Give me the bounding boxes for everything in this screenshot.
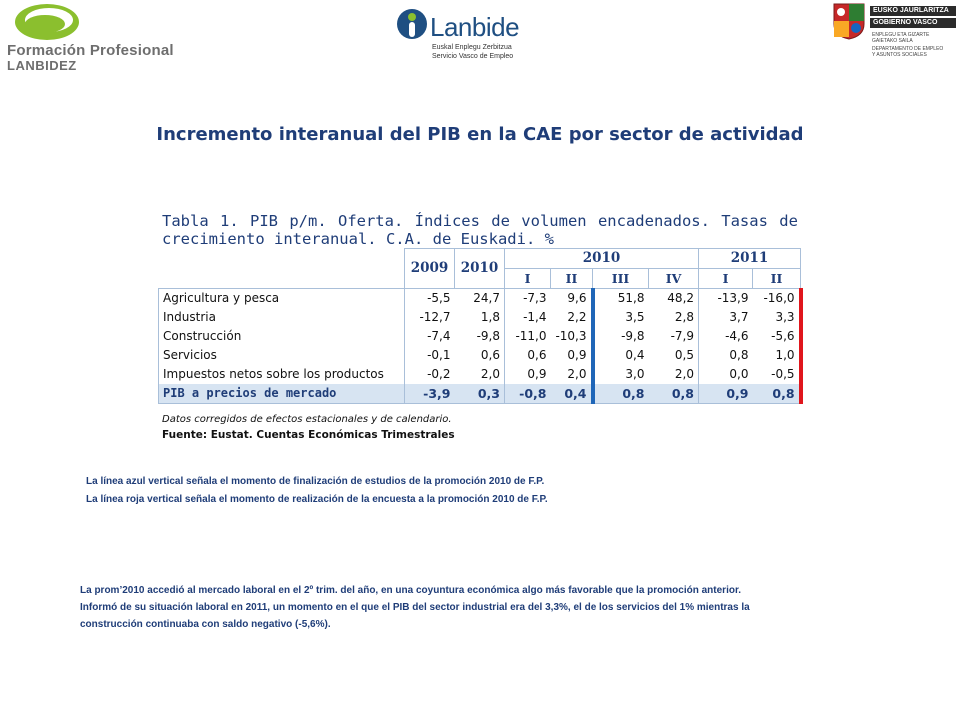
gv-logo-band2: GOBIERNO VASCO	[870, 18, 956, 28]
cell-2009: -7,4	[427, 329, 451, 343]
table-caption	[162, 212, 798, 248]
cell-2010-q3: 0,8	[593, 384, 649, 404]
header-quarter: I	[505, 269, 551, 289]
gv-logo-small4: Y ASUNTOS SOCIALES	[872, 52, 927, 58]
table-row-agricultura	[159, 289, 801, 309]
cell-2010-q3: 51,8	[593, 289, 649, 309]
cell-2011-q2: -0,5	[753, 365, 801, 384]
lanbide-logo-sub2: Servicio Vasco de Empleo	[432, 53, 514, 60]
cell-2010-q1: -11,0	[515, 329, 547, 343]
header-empty-cell	[159, 269, 405, 289]
cell-2011-q1: 0,0	[729, 367, 749, 381]
cell-2010-q4: -7,9	[649, 327, 699, 346]
header-empty-cell	[159, 249, 405, 269]
legend-blue-line-note: La línea azul vertical señala el momento de finalización de estudios de la promoción 2010 de F.P.	[86, 476, 545, 487]
row-label: Construcción	[159, 327, 405, 346]
coat-of-arms-icon	[832, 2, 866, 40]
table-row-pib-total	[159, 384, 801, 404]
cell-2009: -5,5	[405, 289, 455, 309]
gv-logo-band1: EUSKO JAURLARITZA	[870, 6, 956, 16]
cell-2010-q2: 0,9	[551, 346, 593, 365]
cell-2010: 1,8	[455, 308, 505, 327]
cell-2010-q4: 0,5	[649, 346, 699, 365]
caption-word: Índices	[414, 212, 480, 230]
header-quarter: II	[551, 269, 593, 289]
cell-2010-q2: 2,0	[551, 365, 593, 384]
header-quarter: II	[753, 269, 801, 289]
cell-2009: -12,7	[419, 310, 451, 324]
page-title: Incremento interanual del PIB en la CAE por sector de actividad	[156, 124, 804, 145]
formacion-profesional-logo	[5, 2, 175, 73]
summary-line2: Informó de su situación laboral en 2011, un momento en el que el PIB del sector industrial era del 3,3%, el de los servicios del 1% mientras la	[80, 602, 750, 613]
cell-2011-q1: 0,9	[699, 384, 753, 404]
gv-logo-small1: ENPLEGU ETA GIZARTE	[872, 32, 930, 38]
cell-2011-q1: -4,6	[725, 329, 749, 343]
fp-logo-line1: Formación Profesional	[7, 42, 174, 59]
cell-2010-q4: 2,0	[649, 365, 699, 384]
row-label: Servicios	[159, 346, 405, 365]
fp-leaf-icon	[5, 2, 85, 44]
row-label: PIB a precios de mercado	[159, 384, 405, 404]
header-quarter: III	[593, 269, 649, 289]
header-group-2010: 2010	[505, 249, 699, 269]
row-label: Agricultura y pesca	[159, 289, 405, 309]
table-caption-line1	[162, 212, 798, 230]
cell-2010: 2,0	[455, 365, 505, 384]
cell-2010: 24,7	[455, 289, 505, 309]
caption-word: encadenados.	[597, 212, 710, 230]
cell-2010-q1: -7,3	[505, 289, 551, 309]
cell-2010: 0,6	[455, 346, 505, 365]
lanbide-logo	[396, 8, 536, 63]
cell-2010-q4: 2,8	[649, 308, 699, 327]
header-quarter: IV	[649, 269, 699, 289]
cell-2009: -3,9	[405, 384, 455, 404]
cell-2010-q3: -9,8	[621, 329, 645, 343]
summary-paragraph	[80, 582, 880, 633]
caption-word: p/m.	[289, 212, 327, 230]
cell-2010-q3: 0,4	[625, 348, 645, 362]
cell-2010: -9,8	[455, 327, 505, 346]
cell-2010: 0,3	[455, 384, 505, 404]
cell-2011-q2: -16,0	[753, 289, 801, 309]
table-header-row-years	[159, 249, 801, 269]
cell-2010-q3: 3,5	[625, 310, 645, 324]
caption-word: de	[491, 212, 510, 230]
fp-logo-line2: LANBIDEZ	[7, 58, 77, 73]
cell-2011-q2: -5,6	[753, 327, 801, 346]
header-year-2010: 2010	[455, 249, 505, 289]
cell-2011-q2: 3,3	[753, 308, 801, 327]
header-year-2009: 2009	[405, 249, 455, 289]
cell-2010-q1: -0,8	[505, 384, 551, 404]
table-row-industria	[159, 308, 801, 327]
header-quarter: I	[699, 269, 753, 289]
cell-2011-q2: 0,8	[753, 384, 801, 404]
cell-2011-q1: 3,7	[729, 310, 749, 324]
caption-word: 1.	[220, 212, 239, 230]
table-note: Datos corregidos de efectos estacionales y de calendario.	[162, 414, 452, 425]
gv-logo-small3: DEPARTAMENTO DE EMPLEO	[872, 46, 944, 52]
cell-2009: -0,1	[427, 348, 451, 362]
cell-2011-q1: 0,8	[729, 348, 749, 362]
gv-logo-small2: GAIETAKO SAILA	[872, 38, 913, 44]
lanbide-logo-sub1: Euskal Enplegu Zerbitzua	[432, 44, 512, 51]
table-source: Fuente: Eustat. Cuentas Económicas Trimestrales	[162, 429, 455, 441]
table-caption-line2: crecimiento interanual. C.A. de Euskadi. %	[162, 230, 554, 248]
cell-2010-q4: 0,8	[649, 384, 699, 404]
table-row-construccion	[159, 327, 801, 346]
cell-2010-q1: 0,9	[527, 367, 547, 381]
row-label: Impuestos netos sobre los productos	[159, 365, 405, 384]
cell-2010-q1: 0,6	[527, 348, 547, 362]
caption-word: PIB	[250, 212, 278, 230]
row-label: Industria	[159, 308, 405, 327]
table-row-servicios	[159, 346, 801, 365]
cell-2010-q2: 9,6	[551, 289, 593, 309]
lanbide-figure-icon	[396, 8, 428, 48]
gobierno-vasco-logo	[832, 2, 958, 72]
caption-word: volumen	[521, 212, 587, 230]
cell-2010-q2: 2,2	[551, 308, 593, 327]
legend-red-line-note: La línea roja vertical señala el momento de realización de la encuesta a la promoción 2010 de F.P.	[86, 494, 548, 505]
cell-2009: -0,2	[427, 367, 451, 381]
cell-2010-q2: 0,4	[551, 384, 593, 404]
lanbide-logo-name: Lanbide	[430, 12, 520, 42]
cell-2010-q1: -1,4	[523, 310, 547, 324]
summary-line3: construcción continuaba con saldo negativo (-5,6%).	[80, 619, 331, 630]
cell-2010-q4: 48,2	[649, 289, 699, 309]
gdp-table	[158, 248, 800, 404]
cell-2011-q2: 1,0	[753, 346, 801, 365]
caption-word: Oferta.	[337, 212, 404, 230]
cell-2011-q1: -13,9	[699, 289, 753, 309]
caption-word: Tabla	[162, 212, 209, 230]
table-row-impuestos	[159, 365, 801, 384]
cell-2010-q3: 3,0	[625, 367, 645, 381]
cell-2010-q2: -10,3	[551, 327, 593, 346]
summary-line1: La prom’2010 accedió al mercado laboral en el 2º trim. del año, en una coyuntura económica algo más favorable que la promoción anterior.	[80, 585, 742, 596]
header-group-2011: 2011	[699, 249, 801, 269]
caption-word: de	[779, 212, 798, 230]
caption-word: Tasas	[721, 212, 768, 230]
